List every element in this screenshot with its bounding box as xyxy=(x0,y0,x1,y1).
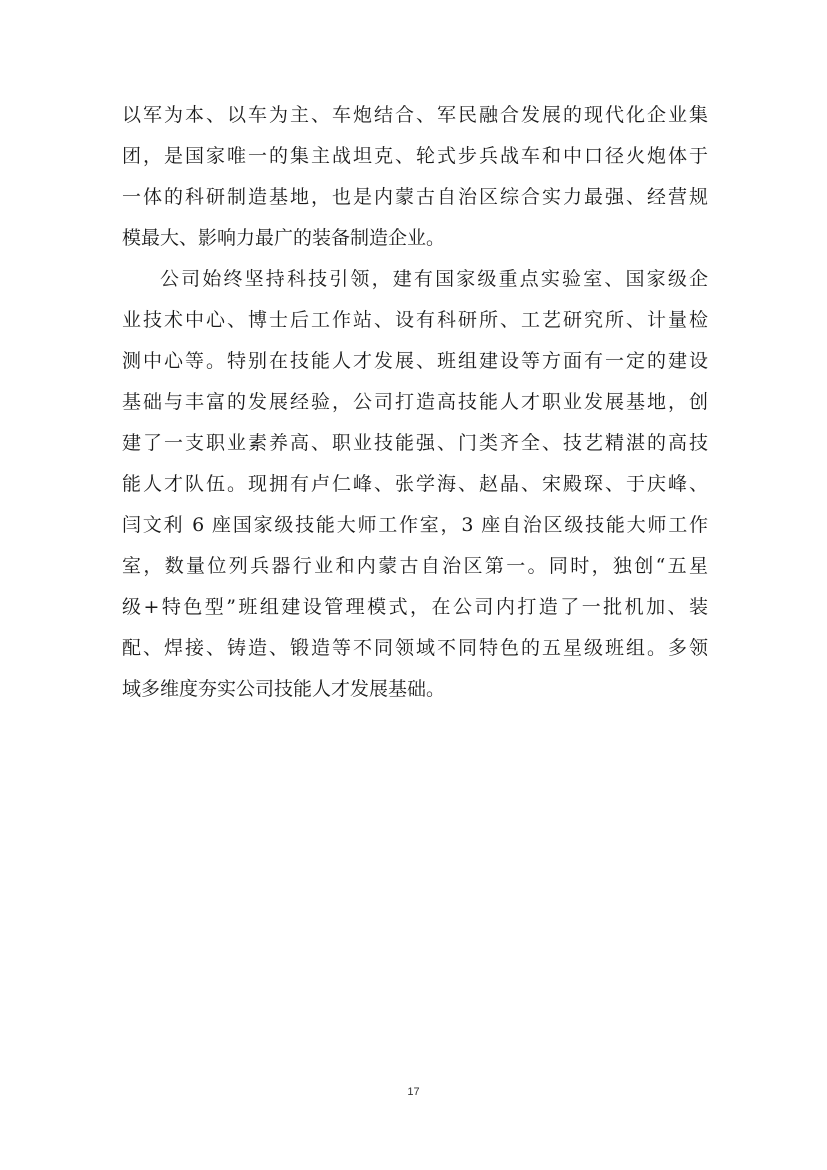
paragraph-line: 模最大、影响力最广的装备制造企业。 xyxy=(122,227,446,249)
paragraph-line: 配、焊接、铸造、锻造等不同领域不同特色的五星级班组。多领 xyxy=(122,637,708,659)
paragraph-line: 基础与丰富的发展经验，公司打造高技能人才职业发展基地，创 xyxy=(122,391,708,413)
page-number: 17 xyxy=(407,1086,420,1098)
paragraph-line: 业技术中心、博士后工作站、设有科研所、工艺研究所、计量检 xyxy=(122,309,708,331)
paragraph-line: 一体的科研制造基地，也是内蒙古自治区综合实力最强、经营规 xyxy=(122,186,708,208)
paragraph-line: 级+特色型”班组建设管理模式，在公司内打造了一批机加、装 xyxy=(122,596,708,618)
paragraph-line: 室，数量位列兵器行业和内蒙古自治区第一。同时，独创“五星 xyxy=(122,555,708,577)
paragraph-line: 域多维度夯实公司技能人才发展基础。 xyxy=(122,678,446,700)
paragraph-line: 能人才队伍。现拥有卢仁峰、张学海、赵晶、宋殿琛、于庆峰、 xyxy=(122,473,708,495)
paragraph-1 xyxy=(122,95,708,259)
paragraph-line: 测中心等。特别在技能人才发展、班组建设等方面有一定的建设 xyxy=(122,350,708,372)
paragraph-line: 团，是国家唯一的集主战坦克、轮式步兵战车和中口径火炮体于 xyxy=(122,145,708,167)
paragraph-line: 公司始终坚持科技引领，建有国家级重点实验室、国家级企 xyxy=(160,268,708,290)
paragraph-line: 建了一支职业素养高、职业技能强、门类齐全、技艺精湛的高技 xyxy=(122,432,708,454)
paragraph-line: 闫文利 6 座国家级技能大师工作室，3 座自治区级技能大师工作 xyxy=(122,514,708,536)
paragraph-line: 以军为本、以车为主、车炮结合、军民融合发展的现代化企业集 xyxy=(122,104,708,126)
body-text xyxy=(122,95,708,710)
paragraph-2 xyxy=(122,259,708,710)
